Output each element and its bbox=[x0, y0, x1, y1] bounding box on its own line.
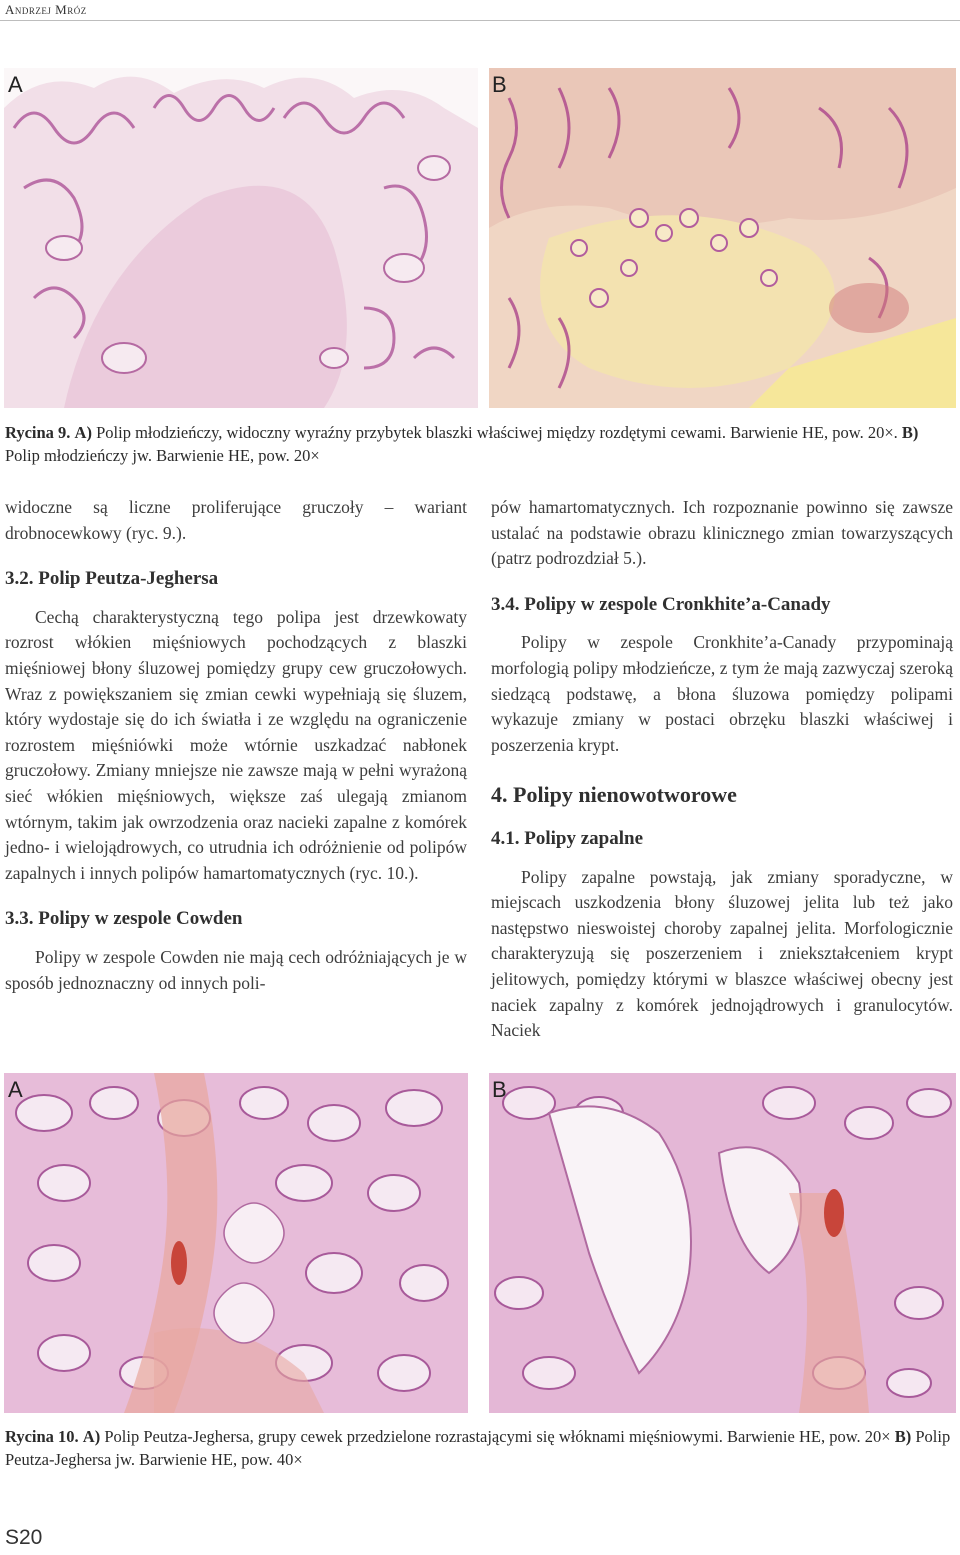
figure10-panel-a-image bbox=[4, 1073, 468, 1413]
header-rule bbox=[0, 20, 960, 21]
figure9-caption-a-text: Polip młodzieńczy, widoczny wyraźny przybytek blaszki właściwej między rozdętymi cewami. Barwienie HE, pow. 20×. bbox=[96, 423, 898, 442]
figure9-caption bbox=[5, 421, 955, 467]
figure10-panel-b-image bbox=[489, 1073, 956, 1413]
figure9-caption-b-mark: B) bbox=[901, 423, 919, 442]
figure9-panel-b-image bbox=[489, 68, 956, 408]
figure10-panel-b-letter: B bbox=[492, 1077, 507, 1102]
figure10-caption bbox=[5, 1425, 955, 1471]
figure10-caption-label: Rycina 10. bbox=[5, 1427, 79, 1446]
figure10-caption-b-mark: B) bbox=[894, 1427, 912, 1446]
heading-3-3: 3.3. Polipy w zespole Cowden bbox=[5, 908, 243, 930]
figure9-caption-label: Rycina 9. bbox=[5, 423, 71, 442]
figure10-caption-a-mark: A) bbox=[82, 1427, 101, 1446]
right-paragraph-1: Polipy w zespole Cronkhite’a-Canady przypominają morfologią polipy młodzieńcze, z tym że mają zazwyczaj szeroką siedzącą podstawę, a błona śluzowa pomiędzy polipami wykazuje zmiany w postaci obrzęku blaszki właściwej i poszerzenia krypt. bbox=[491, 632, 953, 755]
figure9-caption-a-mark: A) bbox=[74, 423, 92, 442]
figure10-caption-b-text: Polip Peutza-Jeghersa jw. Barwienie HE, pow. 40× bbox=[5, 1427, 951, 1469]
left-paragraph-2: Polipy w zespole Cowden nie mają cech odróżniających je w sposób jednoznaczny od innych poli- bbox=[5, 946, 467, 993]
right-paragraph-2: Polipy zapalne powstają, jak zmiany sporadyczne, w miejscach uszkodzenia błony śluzowej jelita lub też jako następstwo nieswoistej choroby zapalnej jelita. Morfologicznie charakteryzują się poszerzeniem i zniekształceniem krypt jelitowych, pomiędzy którymi w blaszce właściwej obecny jest naciek zapalny z komórek jednojądrowych i granulocytów. Naciek bbox=[491, 866, 953, 1041]
left-column bbox=[5, 495, 467, 996]
figure10-panel-a-letter: A bbox=[8, 1077, 23, 1102]
heading-3-4: 3.4. Polipy w zespole Cronkhite’a-Canady bbox=[491, 593, 831, 615]
heading-4-1: 4.1. Polipy zapalne bbox=[491, 827, 644, 849]
figure10-caption-a-text: Polip Peutza-Jeghersa, grupy cewek przedzielone rozrastającymi się włóknami mięśniowymi. Barwienie HE, pow. 20× bbox=[104, 1427, 891, 1446]
right-column bbox=[491, 495, 953, 1044]
left-paragraph-0: widoczne są liczne proliferujące gruczoły – wariant drobnocewkowy (ryc. 9.). bbox=[5, 497, 467, 543]
heading-3-2: 3.2. Polip Peutza-Jeghersa bbox=[5, 568, 219, 590]
figure9-caption-b-text: Polip młodzieńczy jw. Barwienie HE, pow. 20× bbox=[5, 446, 320, 465]
running-head: Andrzej Mróz bbox=[5, 2, 87, 17]
left-paragraph-1: Cechą charakterystyczną tego polipa jest drzewkowaty rozrost włókien mięśniowych pochodzących z blaszki mięśniowej błony śluzowej pomiędzy grupy cew gruczołowych. Wraz z powiększaniem się zmian cewki wypełniają się śluzem, który wydostaje się do ich światła i ze względu na ograniczenie rozrostem mięśniówki może wtórnie uszkadzać nabłonek gruczołowy. Zmiany mniejsze nie zawsze mają w pełni wyrażoną sieć włókien mięśniowych, większe zaś ulegają zmianom wtórnym, takim jak owrzodzenia oraz nacieki zapalne z komórek jedno- i wielojądrowych, co utrudnia ich odróżnienie od polipów zapalnych i innych polipów hamartomatycznych (ryc. 10.). bbox=[5, 606, 467, 883]
heading-4: 4. Polipy nienowotworowe bbox=[491, 782, 737, 808]
figure9-panel-a-image bbox=[4, 68, 478, 408]
page-number: S20 bbox=[5, 1526, 43, 1549]
right-paragraph-0: pów hamartomatycznych. Ich rozpoznanie powinno się zawsze ustalać na podstawie obrazu klinicznego zmian towarzyszących (patrz podrozdział 5.). bbox=[491, 497, 953, 569]
figure9-panel-a-letter: A bbox=[8, 72, 23, 97]
figure9-panel-b-letter: B bbox=[492, 72, 507, 97]
